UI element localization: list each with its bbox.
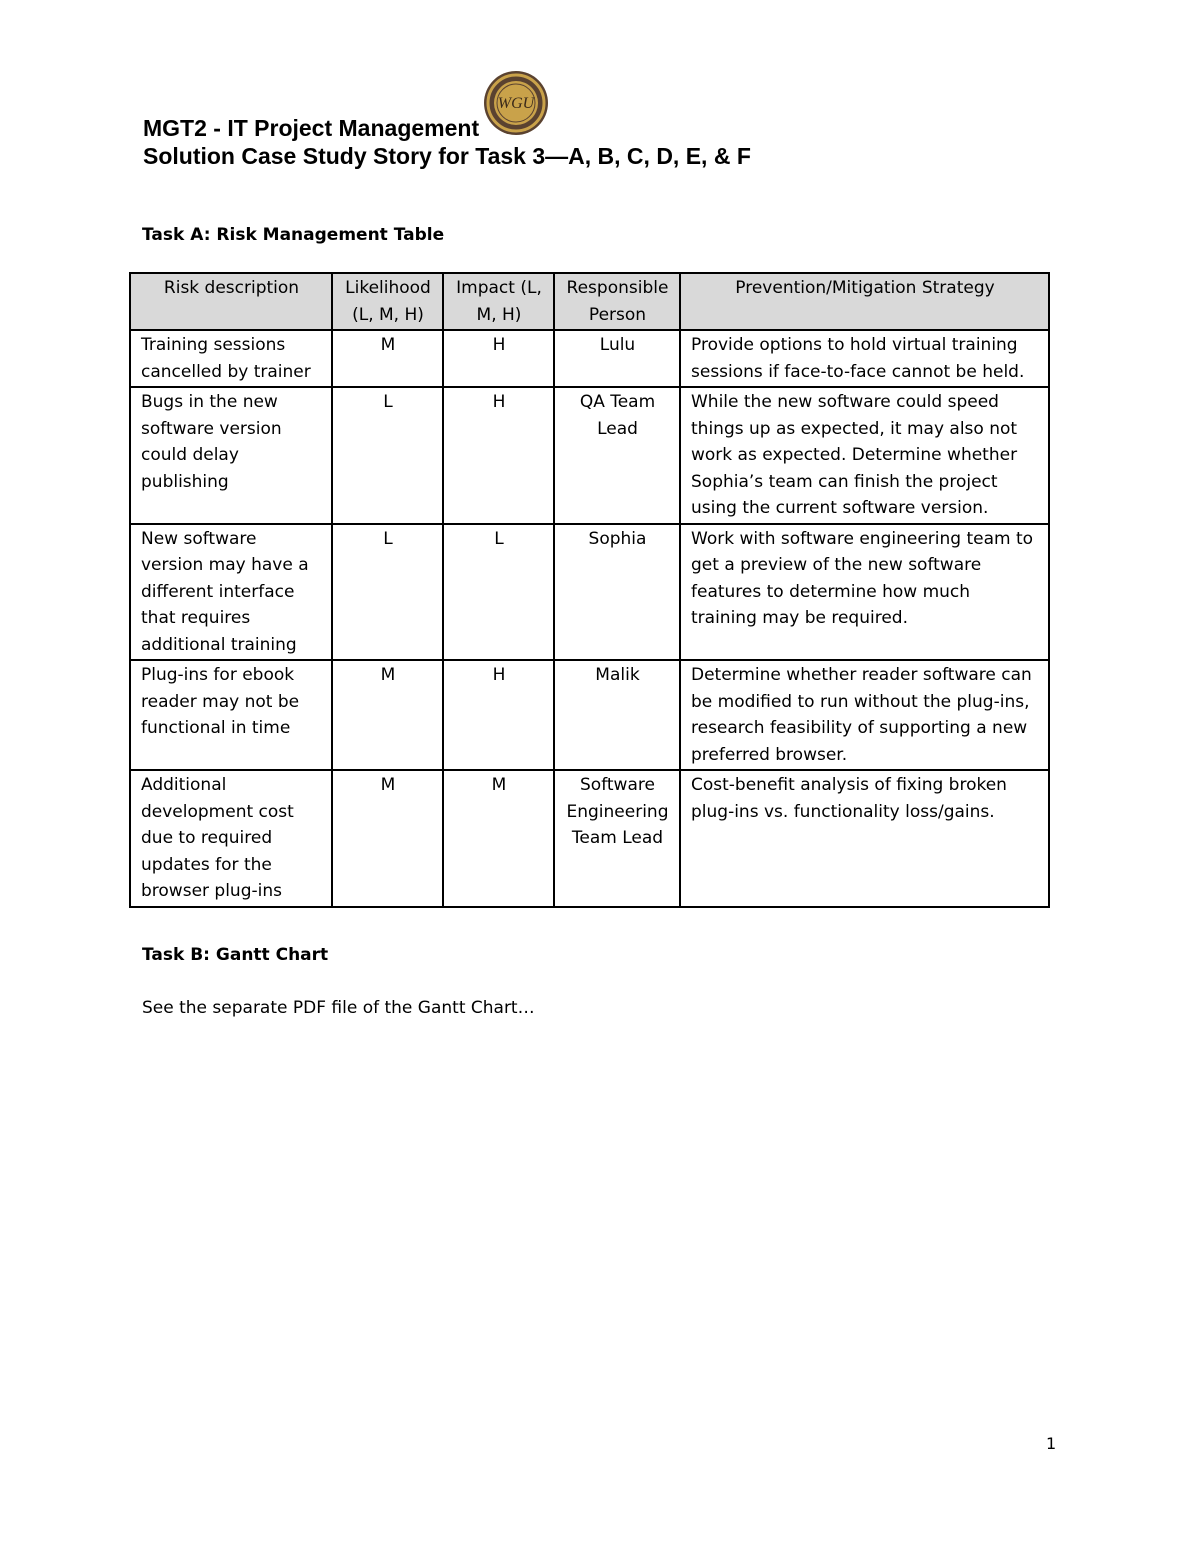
- responsible-person-cell: Software Engineering Team Lead: [554, 770, 680, 907]
- title-line-1: MGT2 - IT Project Management: [143, 115, 480, 141]
- table-row: [130, 524, 1049, 661]
- risk-description-cell: Plug-ins for ebook reader may not be functional in time: [130, 660, 332, 770]
- column-header-likelihood: Likelihood (L, M, H): [332, 273, 443, 330]
- responsible-person-cell: Sophia: [554, 524, 680, 661]
- table-header-row: [130, 273, 1049, 330]
- responsible-person-cell: Malik: [554, 660, 680, 770]
- university-seal-logo: [483, 70, 549, 136]
- impact-cell: H: [443, 387, 554, 524]
- likelihood-cell: L: [332, 524, 443, 661]
- column-header-risk: Risk description: [130, 273, 332, 330]
- impact-cell: H: [443, 660, 554, 770]
- strategy-cell: Work with software engineering team to get a preview of the new software features to determine how much training may be required.: [680, 524, 1049, 661]
- risk-management-table: [129, 272, 1050, 908]
- table-row: [130, 770, 1049, 907]
- strategy-cell: While the new software could speed things up as expected, it may also not work as expected. Determine whether Sophia’s team can finish the project using the current software version.: [680, 387, 1049, 524]
- column-header-person: Responsible Person: [554, 273, 680, 330]
- risk-description-cell: Training sessions cancelled by trainer: [130, 330, 332, 387]
- strategy-cell: Provide options to hold virtual training sessions if face-to-face cannot be held.: [680, 330, 1049, 387]
- risk-description-cell: Additional development cost due to required updates for the browser plug-ins: [130, 770, 332, 907]
- impact-cell: H: [443, 330, 554, 387]
- table-row: [130, 660, 1049, 770]
- responsible-person-cell: Lulu: [554, 330, 680, 387]
- column-header-strategy: Prevention/Mitigation Strategy: [680, 273, 1049, 330]
- strategy-cell: Cost-benefit analysis of fixing broken plug-ins vs. functionality loss/gains.: [680, 770, 1049, 907]
- impact-cell: L: [443, 524, 554, 661]
- task-b-heading: Task B: Gantt Chart: [142, 945, 329, 965]
- task-b-text: See the separate PDF file of the Gantt Chart…: [142, 998, 535, 1018]
- table-row: [130, 387, 1049, 524]
- page-number: 1: [1046, 1434, 1057, 1453]
- risk-description-cell: New software version may have a different interface that requires additional training: [130, 524, 332, 661]
- likelihood-cell: M: [332, 770, 443, 907]
- document-title: [143, 114, 751, 170]
- likelihood-cell: L: [332, 387, 443, 524]
- table-row: [130, 330, 1049, 387]
- strategy-cell: Determine whether reader software can be modified to run without the plug-ins, research feasibility of supporting a new preferred browser.: [680, 660, 1049, 770]
- impact-cell: M: [443, 770, 554, 907]
- responsible-person-cell: QA Team Lead: [554, 387, 680, 524]
- title-line-2: Solution Case Study Story for Task 3—A, B, C, D, E, & F: [143, 143, 751, 169]
- risk-description-cell: Bugs in the new software version could delay publishing: [130, 387, 332, 524]
- task-a-heading: Task A: Risk Management Table: [142, 225, 445, 245]
- column-header-impact: Impact (L, M, H): [443, 273, 554, 330]
- likelihood-cell: M: [332, 660, 443, 770]
- likelihood-cell: M: [332, 330, 443, 387]
- svg-text:WGU: WGU: [497, 95, 535, 112]
